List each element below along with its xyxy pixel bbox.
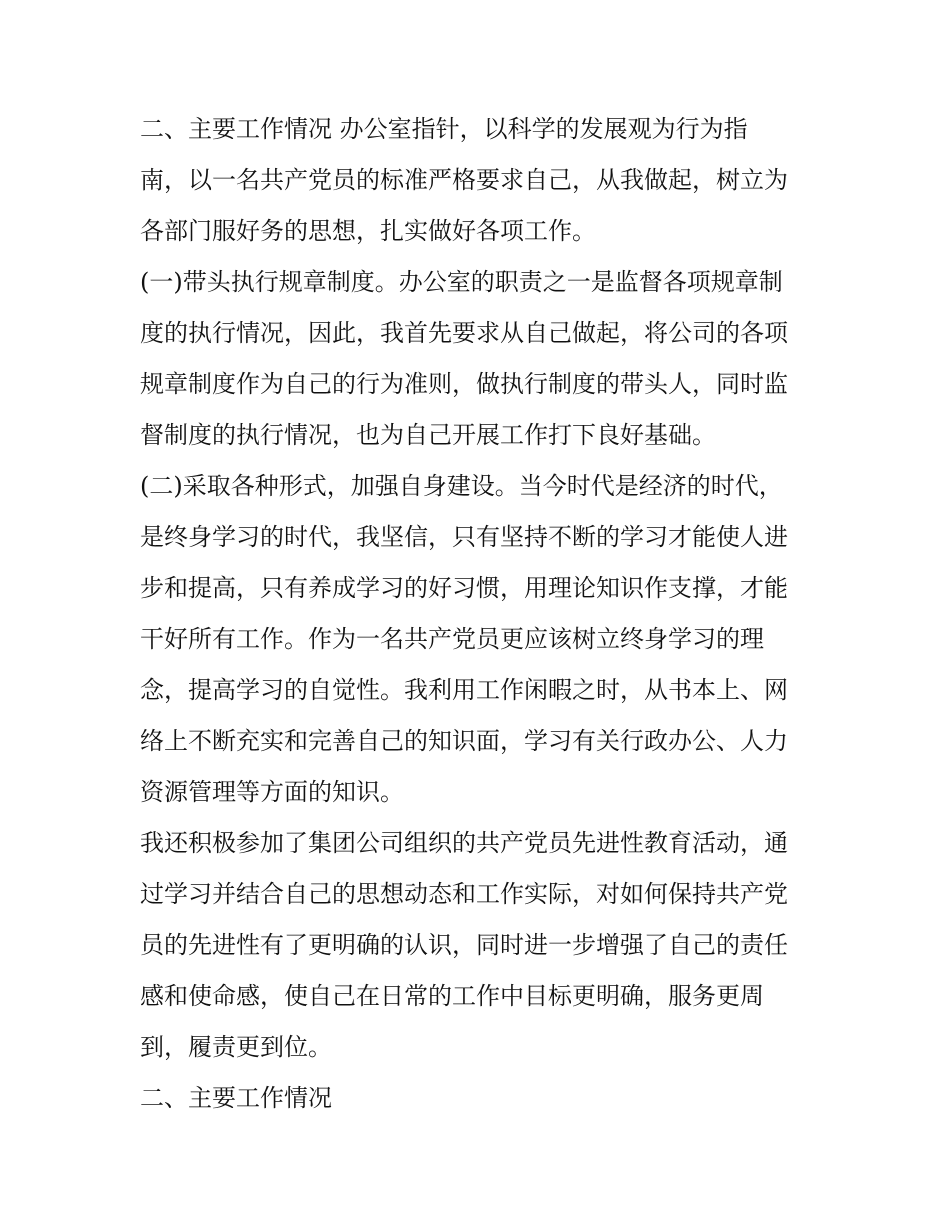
text-line: 络上不断充实和完善自己的知识面，学习有关行政办公、人力: [140, 727, 788, 755]
text-line: 规章制度作为自己的行为准则，做执行制度的带头人，同时监: [140, 370, 788, 398]
text-line: 督制度的执行情况，也为自己开展工作打下良好基础。: [140, 421, 716, 449]
text-line: 南，以一名共产党员的标准严格要求自己，从我做起，树立为: [140, 166, 788, 194]
text-line: 到，履责更到位。: [140, 1033, 332, 1061]
text-line: 资源管理等方面的知识。: [140, 778, 404, 806]
text-line: 步和提高，只有养成学习的好习惯，用理论知识作支撑，才能: [140, 574, 788, 602]
text-line: 是终身学习的时代，我坚信，只有坚持不断的学习才能使人进: [140, 523, 788, 551]
text-line: 过学习并结合自己的思想动态和工作实际，对如何保持共产党: [140, 880, 788, 908]
text-line: 我还积极参加了集团公司组织的共产党员先进性教育活动，通: [140, 829, 788, 857]
text-line: (二)采取各种形式，加强自身建设。当今时代是经济的时代，: [140, 472, 783, 500]
body-text: [140, 104, 820, 1124]
text-line: (一)带头执行规章制度。办公室的职责之一是监督各项规章制: [140, 268, 783, 296]
text-line: 念，提高学习的自觉性。我利用工作闲暇之时，从书本上、网: [140, 676, 788, 704]
section-heading: 二、主要工作情况: [140, 1084, 332, 1112]
text-line: 干好所有工作。作为一名共产党员更应该树立终身学习的理: [140, 625, 764, 653]
text-line: 各部门服好务的思想，扎实做好各项工作。: [140, 217, 596, 245]
text-line: 感和使命感，使自己在日常的工作中目标更明确，服务更周: [140, 982, 764, 1010]
text-line: 度的执行情况，因此，我首先要求从自己做起，将公司的各项: [140, 319, 788, 347]
text-line: 员的先进性有了更明确的认识，同时进一步增强了自己的责任: [140, 931, 788, 959]
text-line: 二、主要工作情况 办公室指针，以科学的发展观为行为指: [140, 115, 748, 143]
